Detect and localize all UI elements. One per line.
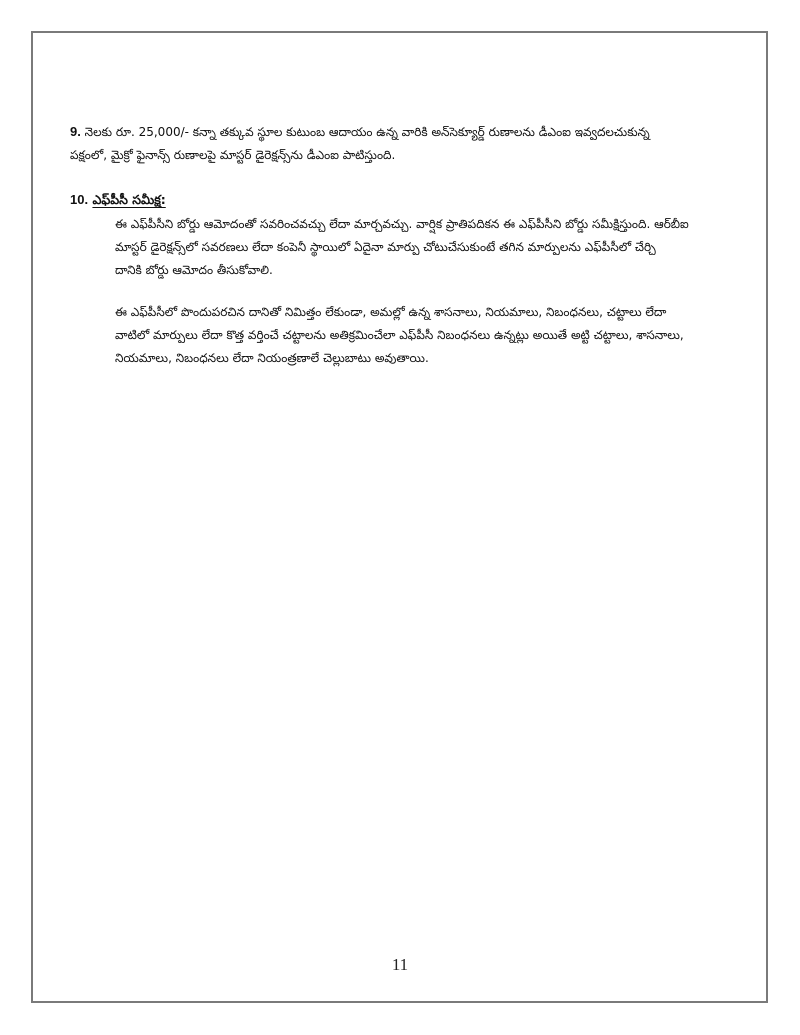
- paragraph-line: దానికి బోర్డు ఆమోదం తీసుకోవాలి.: [115, 263, 273, 277]
- page-number: 11: [391, 955, 409, 974]
- section-9: [70, 120, 750, 167]
- paragraph-line: నియమాలు, నిబంధనలు లేదా నియంత్రణాలే చెల్లుబాటు అవుతాయి.: [115, 351, 429, 365]
- section-9-line-1: [70, 120, 750, 144]
- section-10-title: ఎఫ్‌పీసీ సమీక్ష:: [92, 192, 166, 207]
- paragraph-line: ఈ ఎఫ్‌పీసీలో పొందుపరచిన దానితో నిమిత్తం లేకుండా, అమల్లో ఉన్న శాసనాలు, నియమాలు, నిబంధనలు, చట్టాలు లేదా: [115, 305, 667, 319]
- section-9-line-2: పక్షంలో, మైక్రో ఫైనాన్స్ రుణాలపై మాస్టర్ డైరెక్షన్స్‌ను డీఎంఐ పాటిస్తుంది.: [70, 148, 396, 162]
- paragraph-line: వాటిలో మార్పులు లేదా కొత్త వర్తించే చట్టాలను అతిక్రమించేలా ఎఫ్‌పీసీ నిబంధనలు ఉన్నట్లు అయితే అట్టి చట్టాలు, శాసనాలు,: [115, 328, 684, 342]
- section-10-paragraph-2: [115, 301, 750, 370]
- section-9-number: 9.: [70, 124, 81, 139]
- document-body: [70, 120, 750, 370]
- paragraph-line: ఈ ఎఫ్‌పీసీని బోర్డు ఆమోదంతో సవరించవచ్చు లేదా మార్చవచ్చు. వార్షిక ప్రాతిపదికన ఈ ఎఫ్‌పీసీని బోర్డు సమీక్షిస్తుంది. ఆర్‌బీఐ: [115, 217, 689, 231]
- paragraph-line: మాస్టర్ డైరెక్షన్స్‌లో సవరణలు లేదా కంపెనీ స్థాయిలో ఏదైనా మార్పు చోటుచేసుకుంటే తగిన మార్పులను ఎఫ్‌పీసీలో చేర్చి: [115, 240, 656, 254]
- section-9-text-line-1: నెలకు రూ. 25,000/- కన్నా తక్కువ స్థూల కుటుంబ ఆదాయం ఉన్న వారికి అన్‌సెక్యూర్డ్ రుణాలను డీఎంఐ ఇవ్వదలచుకున్న: [84, 125, 650, 139]
- section-10-heading: [70, 188, 750, 211]
- section-10-paragraph-1: [115, 213, 750, 282]
- section-10-number: 10.: [70, 192, 89, 207]
